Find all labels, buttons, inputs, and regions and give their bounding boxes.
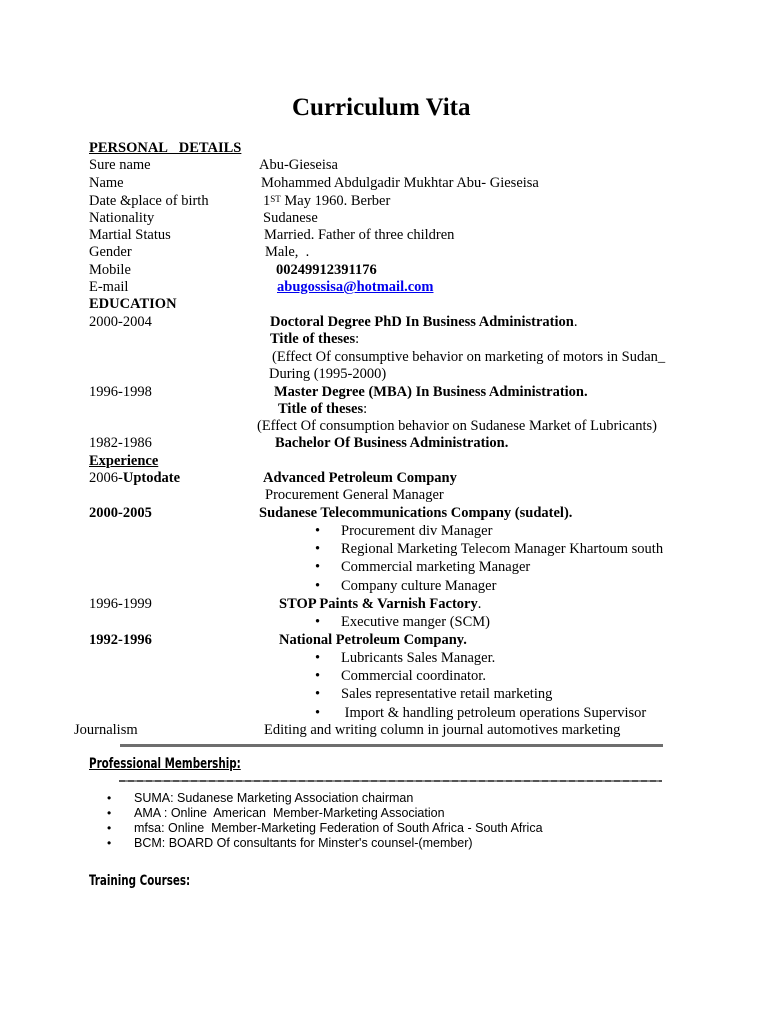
document-title: Curriculum Vita (292, 94, 471, 121)
exp-years-stop: 1996-1999 (89, 596, 152, 612)
value-nationality: Sudanese (263, 210, 318, 226)
label-mobile: Mobile (89, 262, 131, 278)
value-name: Mohammed Abdulgadir Mukhtar Abu- Gieseisa (261, 175, 539, 191)
label-birth: Date &place of birth (89, 193, 209, 209)
list-item: • Sales representative retail marketing (341, 686, 552, 703)
list-item: • Import & handling petroleum operations Supervisor (341, 705, 646, 722)
edu-years-bachelor: 1982-1986 (89, 435, 152, 451)
email-link[interactable]: abugossisa@hotmail.com (277, 279, 434, 295)
exp-years-advanced: 2006-Uptodate (89, 470, 181, 486)
edu-years-mba: 1996-1998 (89, 384, 152, 400)
list-item: • AMA : Online American Member-Marketing Association (134, 806, 445, 821)
value-marital-status: Married. Father of three children (264, 227, 455, 243)
journalism-text: Editing and writing column in journal automotives marketing (264, 722, 621, 738)
value-gender: Male, . (265, 244, 310, 260)
exp-company-stop: STOP Paints & Varnish Factory. (279, 596, 482, 612)
label-email: E-mail (89, 279, 129, 295)
label-nationality: Nationality (89, 210, 155, 226)
education-heading: EDUCATION (89, 296, 177, 312)
training-courses-heading: Training Courses: (89, 873, 191, 889)
edu-degree-mba: Master Degree (MBA) In Business Administration. (274, 384, 588, 400)
value-surname: Abu-Gieseisa (259, 157, 338, 173)
list-item: • Lubricants Sales Manager. (341, 650, 495, 667)
edu-theses-line1-mba: (Effect Of consumption behavior on Sudanese Market of Lubricants) (257, 418, 657, 434)
edu-years-phd: 2000-2004 (89, 314, 152, 330)
journalism-label: Journalism (74, 722, 138, 738)
exp-years-sudatel: 2000-2005 (89, 505, 152, 521)
list-item: • Commercial coordinator. (341, 668, 486, 685)
value-mobile: 00249912391176 (276, 262, 377, 278)
list-item: • Commercial marketing Manager (341, 559, 530, 576)
list-item: • SUMA: Sudanese Marketing Association chairman (134, 791, 413, 806)
edu-theses-label-mba: Title of theses: (278, 401, 368, 417)
exp-role-advanced: Procurement General Manager (265, 487, 444, 503)
personal-details-heading: PERSONAL DETAILS (89, 140, 242, 156)
edu-theses-line2-phd: During (1995-2000) (269, 366, 387, 382)
edu-degree-phd: Doctoral Degree PhD In Business Administration. (270, 314, 578, 330)
edu-theses-label-phd: Title of theses: (270, 331, 360, 347)
label-surname: Sure name (89, 157, 151, 173)
exp-company-sudatel: Sudanese Telecommunications Company (sudatel). (259, 505, 573, 521)
label-name: Name (89, 175, 124, 191)
edu-degree-bachelor: Bachelor Of Business Administration. (275, 435, 509, 451)
divider (119, 780, 662, 782)
list-item: • Regional Marketing Telecom Manager Khartoum south (341, 541, 663, 558)
list-item: • Executive manger (SCM) (341, 614, 490, 631)
experience-heading: Experience (89, 453, 159, 469)
label-marital-status: Martial Status (89, 227, 171, 243)
exp-company-advanced: Advanced Petroleum Company (263, 470, 457, 486)
exp-company-national: National Petroleum Company. (279, 632, 467, 648)
exp-years-national: 1992-1996 (89, 632, 152, 648)
list-item: • Company culture Manager (341, 578, 496, 595)
list-item: • mfsa: Online Member-Marketing Federation of South Africa - South Africa (134, 821, 543, 836)
label-gender: Gender (89, 244, 132, 260)
list-item: • Procurement div Manager (341, 523, 492, 540)
value-birth: 1ST May 1960. Berber (263, 193, 391, 209)
professional-membership-heading: Professional Membership: (89, 756, 241, 772)
edu-theses-line1-phd: (Effect Of consumptive behavior on marketing of motors in Sudan_ (272, 349, 666, 365)
list-item: • BCM: BOARD Of consultants for Minster's counsel-(member) (134, 836, 473, 851)
divider (120, 744, 663, 747)
